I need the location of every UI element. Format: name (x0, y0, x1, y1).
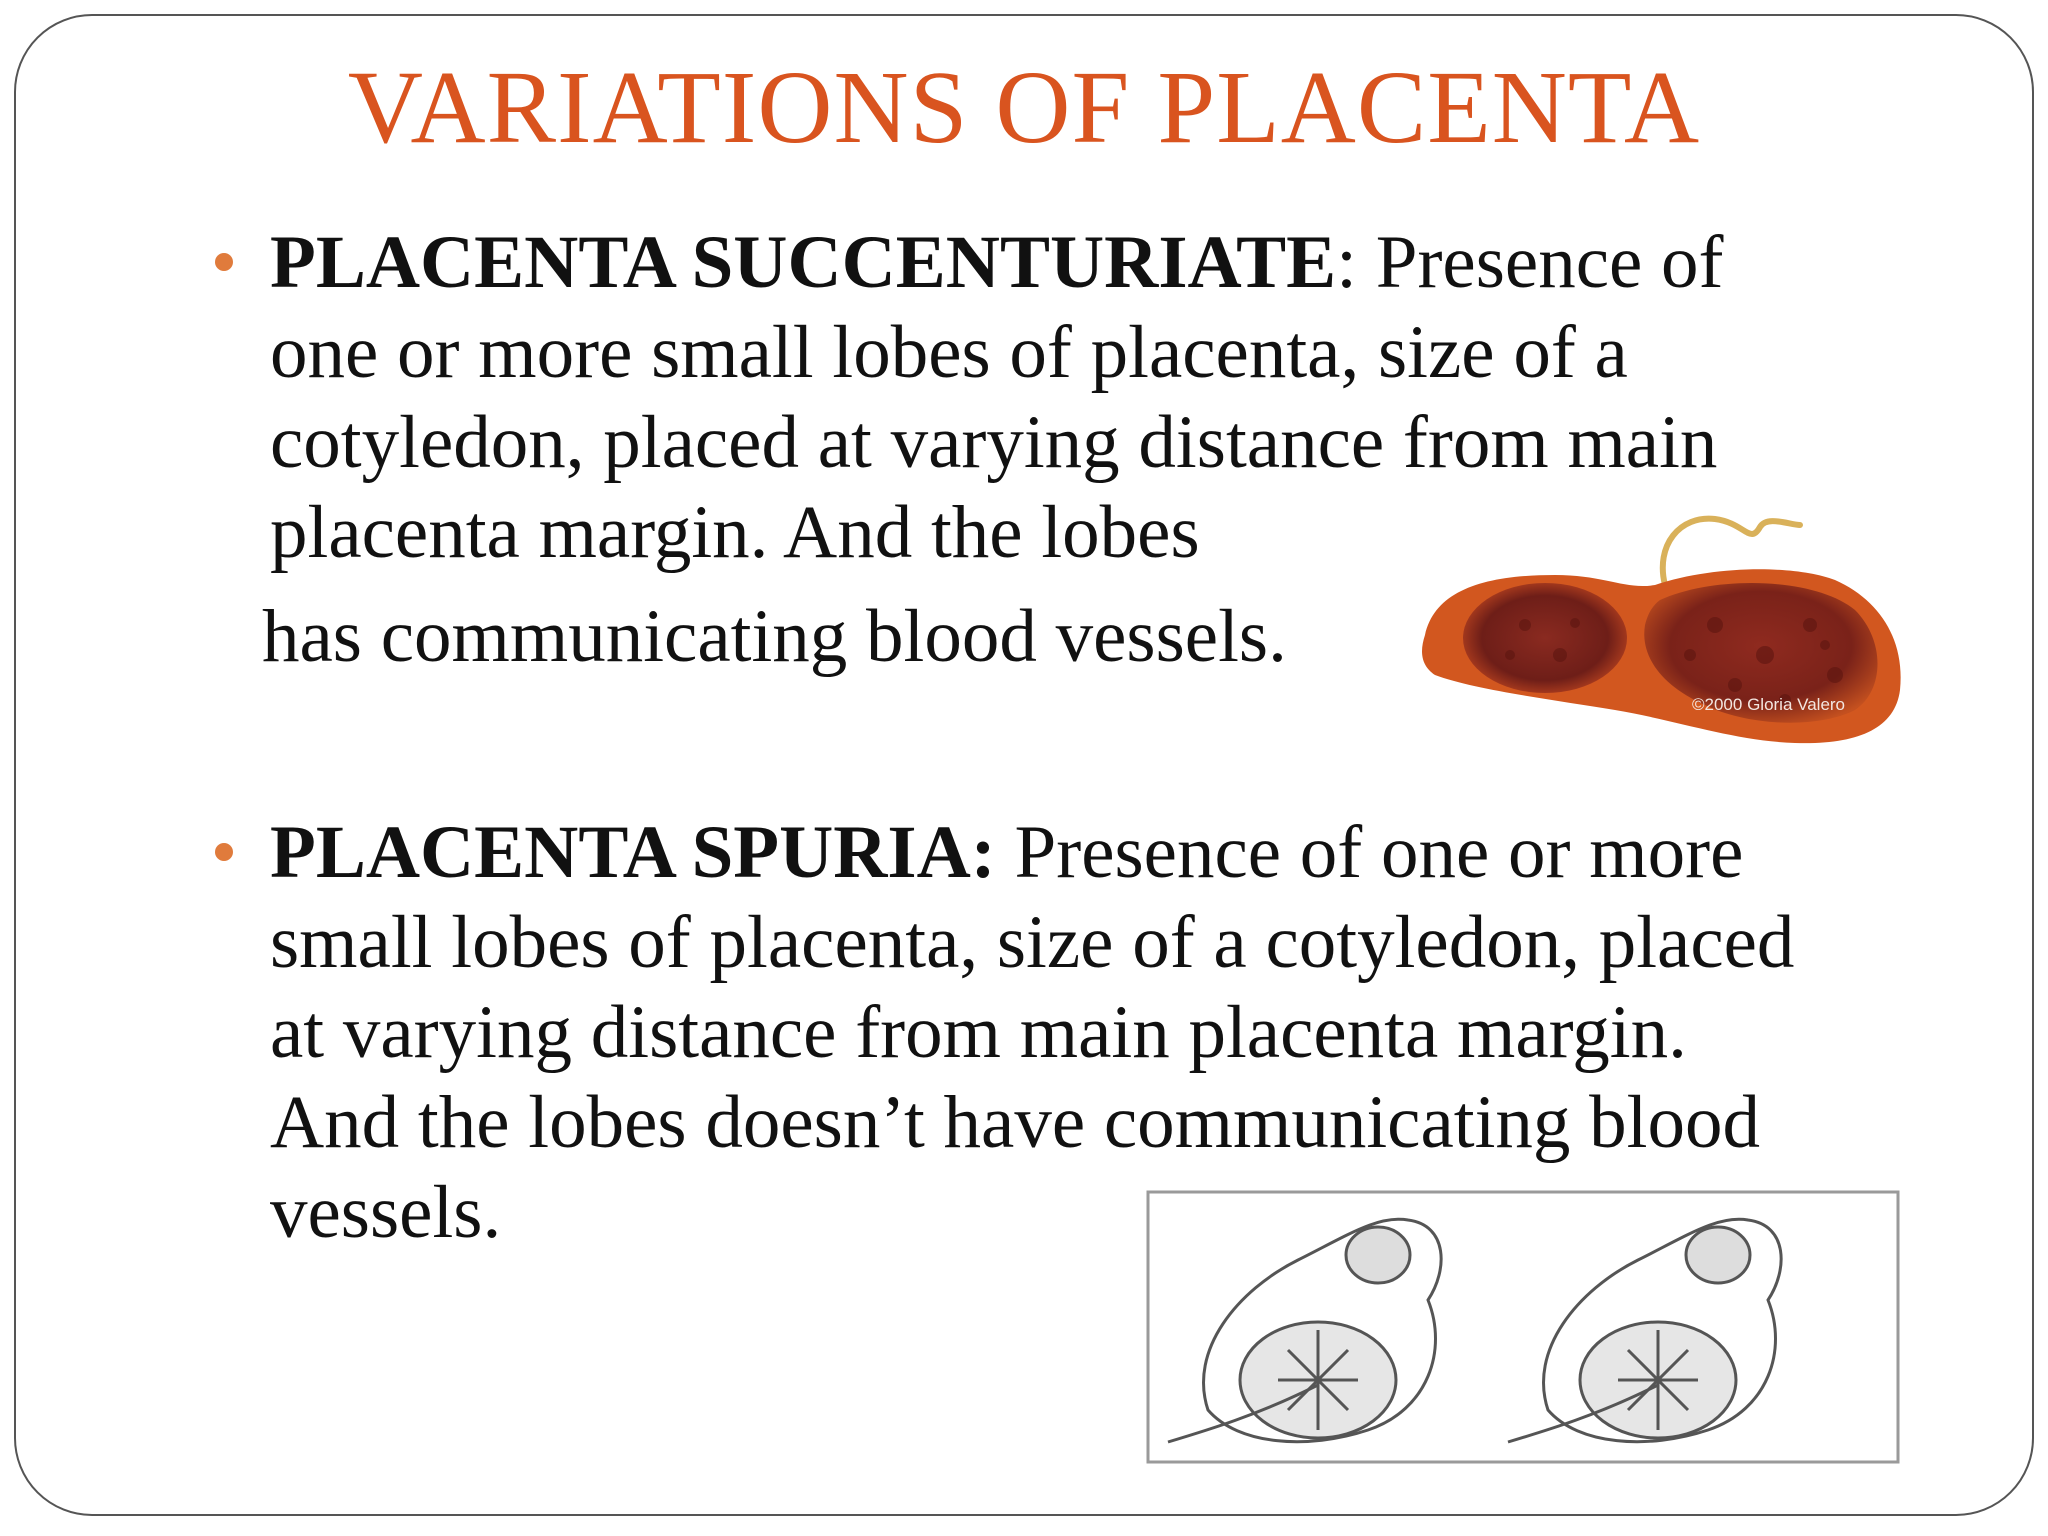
succenturiate-term: PLACENTA SUCCENTURIATE (270, 221, 1337, 304)
succenturiate-line-1 (270, 218, 1724, 308)
bullet-icon (215, 253, 233, 271)
spuria-text-1: Presence of one or more (995, 811, 1744, 894)
succenturiate-placenta-photo (1415, 505, 1915, 760)
spuria-term: PLACENTA SPURIA: (270, 811, 996, 894)
spuria-line-1 (270, 808, 1794, 898)
bullet-icon (215, 843, 233, 861)
succenturiate-separator: : (1336, 221, 1357, 304)
spuria-text-3: at varying distance from main placenta margin. (270, 991, 1687, 1074)
succenturiate-text-2: one or more small lobes of placenta, size of a (270, 311, 1628, 394)
succenturiate-text-1: Presence of (1357, 221, 1724, 304)
spuria-text-4: And the lobes doesn’t have communicating blood (270, 1081, 1761, 1164)
placenta-spuria-drawing (1128, 1180, 1918, 1480)
slide-title: VARIATIONS OF PLACENTA (347, 50, 1701, 165)
spuria-text-2: small lobes of placenta, size of a cotyledon, placed (270, 901, 1795, 984)
succenturiate-text-3: cotyledon, placed at varying distance from main (270, 401, 1718, 484)
succenturiate-text-5: has communicating blood vessels. (262, 595, 1287, 678)
succenturiate-text-4: placenta margin. And the lobes (270, 491, 1200, 574)
spuria-text-5: vessels. (270, 1171, 502, 1254)
photo-credit: ©2000 Gloria Valero (1692, 695, 1846, 714)
